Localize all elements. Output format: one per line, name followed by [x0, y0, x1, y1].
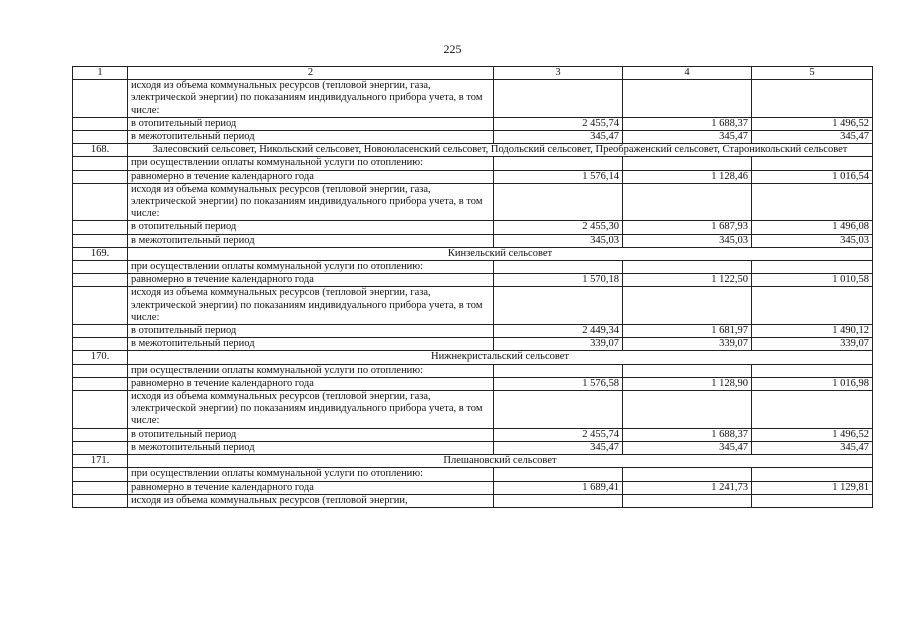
row-index: [73, 468, 128, 481]
value-col-3: 1 689,41: [494, 481, 623, 494]
table-row: [73, 338, 873, 351]
value-col-3: 339,07: [494, 338, 623, 351]
value-col-4: 345,03: [623, 234, 752, 247]
row-description: равномерно в течение календарного года: [128, 377, 494, 390]
row-description: исходя из объема коммунальных ресурсов (тепловой энергии,: [128, 494, 494, 507]
value-col-4: [623, 261, 752, 274]
table-row: [73, 183, 873, 221]
table-row: [73, 144, 873, 157]
row-description: равномерно в течение календарного года: [128, 481, 494, 494]
row-index: 168.: [73, 144, 128, 157]
value-col-3: [494, 287, 623, 325]
row-description: в межотопительный период: [128, 338, 494, 351]
settlement-name: Залесовский сельсовет, Никольский сельсовет, Новоюласенский сельсовет, Подольский сельсовет, Преображенский сельсовет, Староникольский сельсовет: [128, 144, 873, 157]
row-index: [73, 391, 128, 429]
value-col-4: 1 681,97: [623, 325, 752, 338]
value-col-4: [623, 364, 752, 377]
table-row: [73, 221, 873, 234]
header-col-1: 1: [73, 67, 128, 80]
table-row: [73, 377, 873, 390]
table-row: [73, 234, 873, 247]
value-col-4: 1 688,37: [623, 428, 752, 441]
row-description: в отопительный период: [128, 325, 494, 338]
value-col-5: [752, 80, 873, 118]
table-row: [73, 131, 873, 144]
row-index: 170.: [73, 351, 128, 364]
table-row: [73, 364, 873, 377]
value-col-5: [752, 494, 873, 507]
value-col-4: [623, 468, 752, 481]
row-index: [73, 428, 128, 441]
value-col-5: [752, 157, 873, 170]
value-col-4: [623, 157, 752, 170]
value-col-5: [752, 364, 873, 377]
value-col-5: [752, 183, 873, 221]
row-index: [73, 364, 128, 377]
row-index: [73, 157, 128, 170]
value-col-3: 2 455,30: [494, 221, 623, 234]
table-row: [73, 274, 873, 287]
value-col-4: [623, 183, 752, 221]
value-col-3: 2 455,74: [494, 117, 623, 130]
value-col-3: [494, 391, 623, 429]
value-col-4: 1 687,93: [623, 221, 752, 234]
value-col-3: 1 570,18: [494, 274, 623, 287]
row-description: равномерно в течение календарного года: [128, 170, 494, 183]
row-description: в межотопительный период: [128, 131, 494, 144]
row-description: исходя из объема коммунальных ресурсов (тепловой энергии, газа, электрической энергии) по показаниям индивидуального прибора учета, в том числе:: [128, 287, 494, 325]
value-col-3: 345,47: [494, 441, 623, 454]
header-col-4: 4: [623, 67, 752, 80]
value-col-3: 2 455,74: [494, 428, 623, 441]
value-col-5: [752, 261, 873, 274]
value-col-3: [494, 468, 623, 481]
table-row: [73, 157, 873, 170]
row-description: в межотопительный период: [128, 441, 494, 454]
row-index: [73, 131, 128, 144]
value-col-5: 339,07: [752, 338, 873, 351]
value-col-4: 1 128,46: [623, 170, 752, 183]
settlement-name: Кинзельский сельсовет: [128, 247, 873, 260]
table-row: [73, 481, 873, 494]
row-index: [73, 274, 128, 287]
value-col-4: 1 122,50: [623, 274, 752, 287]
header-col-5: 5: [752, 67, 873, 80]
value-col-5: 1 496,08: [752, 221, 873, 234]
table-row: [73, 455, 873, 468]
header-row: [73, 67, 873, 80]
settlement-name: Плешановский сельсовет: [128, 455, 873, 468]
table-row: [73, 441, 873, 454]
table-row: [73, 261, 873, 274]
table-row: [73, 391, 873, 429]
value-col-4: 1 128,90: [623, 377, 752, 390]
table-row: [73, 351, 873, 364]
row-description: при осуществлении оплаты коммунальной услуги по отоплению:: [128, 364, 494, 377]
row-description: равномерно в течение календарного года: [128, 274, 494, 287]
value-col-3: [494, 364, 623, 377]
table-row: [73, 325, 873, 338]
row-description: при осуществлении оплаты коммунальной услуги по отоплению:: [128, 157, 494, 170]
value-col-5: [752, 391, 873, 429]
value-col-5: 345,03: [752, 234, 873, 247]
row-description: при осуществлении оплаты коммунальной услуги по отоплению:: [128, 468, 494, 481]
row-description: в отопительный период: [128, 117, 494, 130]
table-row: [73, 170, 873, 183]
row-index: [73, 80, 128, 118]
value-col-5: [752, 287, 873, 325]
value-col-5: 1 016,98: [752, 377, 873, 390]
row-description: исходя из объема коммунальных ресурсов (тепловой энергии, газа, электрической энергии) по показаниям индивидуального прибора учета, в том числе:: [128, 80, 494, 118]
value-col-4: [623, 494, 752, 507]
settlement-name: Нижнекристальский сельсовет: [128, 351, 873, 364]
tariff-table: [72, 66, 873, 508]
row-index: [73, 338, 128, 351]
row-index: [73, 325, 128, 338]
row-index: [73, 494, 128, 507]
row-description: в отопительный период: [128, 221, 494, 234]
row-description: при осуществлении оплаты коммунальной услуги по отоплению:: [128, 261, 494, 274]
row-description: исходя из объема коммунальных ресурсов (тепловой энергии, газа, электрической энергии) по показаниям индивидуального прибора учета, в том числе:: [128, 183, 494, 221]
table-row: [73, 117, 873, 130]
value-col-3: [494, 494, 623, 507]
value-col-4: 339,07: [623, 338, 752, 351]
row-index: [73, 441, 128, 454]
value-col-3: [494, 157, 623, 170]
value-col-3: 1 576,14: [494, 170, 623, 183]
value-col-5: 1 496,52: [752, 428, 873, 441]
table-row: [73, 247, 873, 260]
page-number: 225: [443, 42, 462, 56]
row-index: [73, 117, 128, 130]
row-description: исходя из объема коммунальных ресурсов (тепловой энергии, газа, электрической энергии) по показаниям индивидуального прибора учета, в том числе:: [128, 391, 494, 429]
table-row: [73, 80, 873, 118]
value-col-5: 1 490,12: [752, 325, 873, 338]
value-col-3: 1 576,58: [494, 377, 623, 390]
value-col-5: 345,47: [752, 131, 873, 144]
value-col-4: [623, 287, 752, 325]
value-col-4: [623, 391, 752, 429]
row-index: [73, 261, 128, 274]
value-col-3: 345,47: [494, 131, 623, 144]
table-row: [73, 494, 873, 507]
value-col-5: 1 016,54: [752, 170, 873, 183]
table-row: [73, 287, 873, 325]
value-col-3: [494, 183, 623, 221]
value-col-3: [494, 261, 623, 274]
value-col-4: 1 688,37: [623, 117, 752, 130]
row-description: в межотопительный период: [128, 234, 494, 247]
value-col-5: [752, 468, 873, 481]
value-col-3: [494, 80, 623, 118]
value-col-4: 345,47: [623, 131, 752, 144]
table-row: [73, 468, 873, 481]
table-row: [73, 428, 873, 441]
value-col-4: [623, 80, 752, 118]
row-index: [73, 287, 128, 325]
row-index: [73, 377, 128, 390]
table-body: [73, 80, 873, 508]
row-description: в отопительный период: [128, 428, 494, 441]
value-col-4: 1 241,73: [623, 481, 752, 494]
row-index: 169.: [73, 247, 128, 260]
value-col-5: 345,47: [752, 441, 873, 454]
header-col-3: 3: [494, 67, 623, 80]
value-col-5: 1 129,81: [752, 481, 873, 494]
row-index: [73, 234, 128, 247]
row-index: 171.: [73, 455, 128, 468]
value-col-5: 1 496,52: [752, 117, 873, 130]
value-col-5: 1 010,58: [752, 274, 873, 287]
row-index: [73, 221, 128, 234]
value-col-3: 345,03: [494, 234, 623, 247]
row-index: [73, 183, 128, 221]
value-col-3: 2 449,34: [494, 325, 623, 338]
header-col-2: 2: [128, 67, 494, 80]
row-index: [73, 481, 128, 494]
row-index: [73, 170, 128, 183]
value-col-4: 345,47: [623, 441, 752, 454]
